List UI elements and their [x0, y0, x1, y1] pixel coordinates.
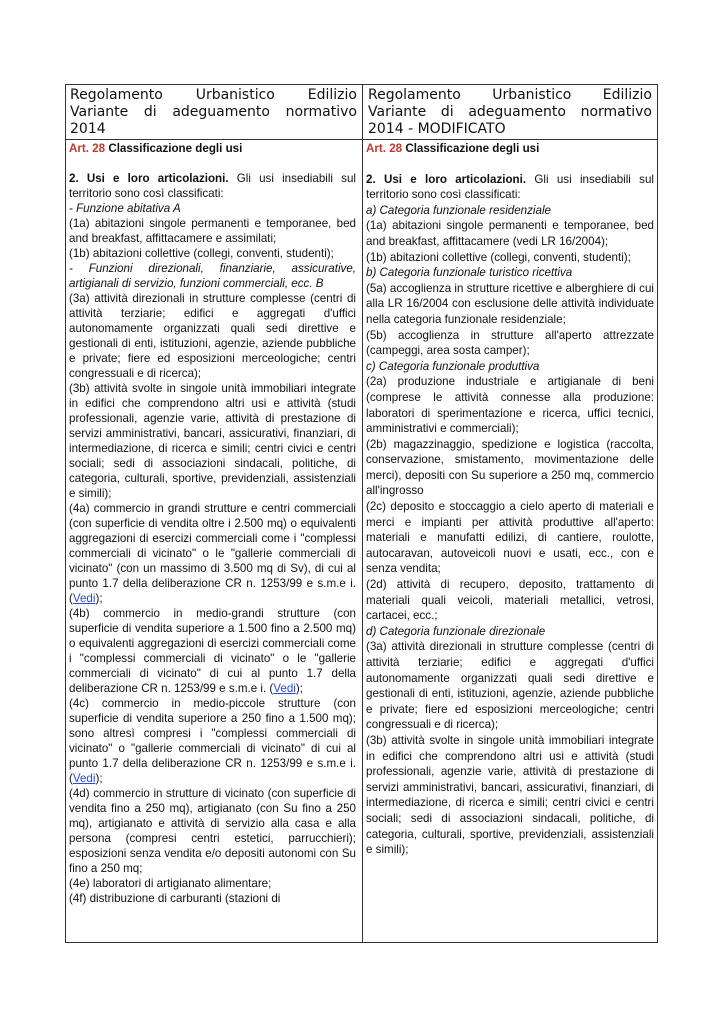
p4c-close: ); [95, 772, 103, 785]
header-word: normativo [580, 104, 652, 120]
header-word: di [143, 104, 157, 120]
left-p3a: (3a) attività direzionali in strutture complesse (centri di attività terziarie; edifici e aggregati d'uffici autonomamente organizzati quali sedi direttive e gestionali di enti, istituzioni, agenzie, aziende pubbliche e private; fiere ed esposizioni merceologiche; centri congressuali e di ricerca); [69, 292, 356, 380]
left-p4e: (4e) laboratori di artigianato alimentare; [69, 877, 272, 890]
right-article-heading [366, 141, 654, 157]
right-column-body [366, 141, 654, 858]
right-p2c: (2c) deposito e stoccaggio a cielo aperto di materiali e merci e impianti per attività produttive all'aperto: materiali e manufatti edilizi, di cantiere, roulotte, autocaravan, autoveicoli nuovi e usati, ecc., con e senza vendita; [366, 500, 654, 576]
header-word: Urbanistico [492, 87, 572, 103]
header-left-cell [70, 87, 357, 138]
header-word: Variante [368, 104, 427, 120]
usi-text: Gli usi insediabili sul territorio sono così classificati: [366, 172, 654, 202]
right-cat-b: b) Categoria funzionale turistico ricettiva [366, 266, 573, 280]
right-p5a: (5a) accoglienza in strutture ricettive e alberghiere di cui alla LR 16/2004 con esclusione delle attività individuate nella categoria funzionale residenziale; [366, 281, 654, 326]
header-right-line2 [368, 104, 652, 121]
left-column-body [69, 141, 356, 906]
header-word: Regolamento [368, 87, 461, 103]
right-cat-d: d) Categoria funzionale direzionale [366, 624, 546, 638]
header-word: Edilizio [602, 87, 652, 103]
left-funzione-b: - Funzioni direzionali, finanziarie, assicurative, artigianali di servizio, funzioni commerciali, ecc. B [69, 262, 356, 290]
right-p2a: (2a) produzione industriale e artigianale di beni (comprese le attività connesse alla produzione: laboratori di sperimentazione e ricerca, uffici tecnici, amministrativi e commerciali); [366, 375, 654, 436]
p4b-close: ); [295, 682, 303, 695]
left-p4a [69, 501, 356, 606]
left-p3b: (3b) attività svolte in singole unità immobiliari integrate in edifici che comprendono altri usi e attività (studi professionali, agenzie varie, attività di prestazione di servizi amministrativi, bancari, assicurativi, finanziari, di intermediazione, di ricerca e simili; centri civici e centri sociali; sedi di associazioni sindacali, politiche, di categoria, culturali, sportive, previdenziali, assistenziali e simili); [69, 382, 356, 500]
header-word: Urbanistico [195, 87, 275, 103]
article-number: Art. 28 [69, 142, 106, 155]
left-funzione-a: - Funzione abitativa A [69, 202, 181, 215]
left-p1b: (1b) abitazioni collettive (collegi, conventi, studenti); [69, 247, 334, 260]
header-word: Regolamento [70, 87, 163, 103]
left-article-heading [69, 141, 356, 156]
left-usi-paragraph [69, 171, 356, 201]
right-p2d: (2d) attività di recupero, deposito, trattamento di materiali quali veicoli, materiali metallici, vetrosi, cartacei, ecc.; [366, 578, 654, 623]
column-divider [362, 85, 363, 942]
right-cat-a: a) Categoria funzionale residenziale [366, 203, 551, 217]
left-p4c [69, 696, 356, 786]
right-p2b: (2b) magazzinaggio, spedizione e logistica (raccolta, conservazione, smistamento, movimentazione delle merci), depositi con Su superiore a 250 mq, commercio all'ingrosso [366, 437, 654, 498]
left-p4d: (4d) commercio in strutture di vicinato (con superficie di vendita fino a 250 mq), artigianato (con Su fino a 250 mq), artigianato e attività di servizio alla casa e alla persona (compresi centri estetici, parrucchieri); esposizioni senza vendita e/o depositi autonomi con Su fino a 250 mq; [69, 787, 356, 875]
header-word: normativo [285, 104, 357, 120]
header-right-line3: 2014 - MODIFICATO [368, 121, 506, 137]
right-p3b: (3b) attività svolte in singole unità immobiliari integrate in edifici che comprendono altri usi e attività (studi professionali, agenzie varie, attività di prestazione di servizi amministrativi, bancari, assicurativi, finanziari, di intermediazione, di ricerca e simili; centri civici e centri sociali; sedi di associazioni sindacali, politiche, di categoria, culturali, sportive, previdenziali, assistenziali e simili); [366, 733, 654, 857]
p4b-text: (4b) commercio in medio-grandi strutture (con superficie di vendita superiore a 1.500 fino a 2.500 mq) o equivalenti aggregazioni di esercizi commerciali come i "complessi commerciali di vicinato" o le "gallerie commerciali di vicinato" di cui al punto 1.7 della deliberazione CR n. 1253/99 e s.m.e i. ( [69, 607, 356, 695]
header-word: Variante [70, 104, 129, 120]
header-right-cell [368, 87, 652, 138]
right-p1a: (1a) abitazioni singole permanenti e temporanee, bed and breakfast, affittacamere (vedi LR 16/2004); [366, 219, 654, 248]
right-p1b: (1b) abitazioni collettive (collegi, conventi, studenti); [366, 250, 631, 264]
comparison-table [65, 84, 658, 943]
article-title: Classificazione degli usi [402, 142, 540, 155]
p4c-text: (4c) commercio in medio-piccole strutture (con superficie di vendita superiore a 250 fino a 1.500 mq); sono altresì compresi i "complessi commerciali di vicinato" o "gallerie commerciali di vicinato" di cui al punto 1.7 della deliberazione CR n. 1253/99 e s.m.e i. ( [69, 697, 356, 785]
header-left-line2 [70, 104, 357, 121]
vedi-link[interactable]: Vedi [72, 772, 96, 785]
header-word: di [440, 104, 454, 120]
header-left-line1 [70, 87, 357, 104]
vedi-link[interactable]: Vedi [273, 682, 296, 695]
p4a-close: ); [95, 592, 103, 605]
left-p1a: (1a) abitazioni singole permanenti e temporanee, bed and breakfast, affittacamere e assimilati; [69, 217, 356, 245]
header-word: adeguamento [468, 104, 566, 120]
left-p4f: (4f) distribuzione di carburanti (stazioni di [69, 892, 281, 905]
usi-title: 2. Usi e loro articolazioni. [69, 172, 229, 185]
header-right-line1 [368, 87, 652, 104]
usi-text: Gli usi insediabili sul territorio sono così classificati: [69, 172, 356, 200]
right-usi-paragraph [366, 172, 654, 203]
p4a-text: (4a) commercio in grandi strutture e centri commerciali (con superficie di vendita oltre i 2.500 mq) o equivalenti aggregazioni di esercizi commerciali come i "complessi commerciali di vicinato" o le "gallerie commerciali di vicinato" (con un massimo di 3.500 mq di Sv), di cui al punto 1.7 della deliberazione CR n. 1253/99 e s.m.e i. ( [69, 502, 356, 605]
article-number: Art. 28 [366, 142, 403, 155]
article-title: Classificazione degli usi [105, 142, 243, 155]
vedi-link[interactable]: Vedi [72, 592, 96, 605]
right-cat-c: c) Categoria funzionale produttiva [366, 359, 540, 373]
usi-title: 2. Usi e loro articolazioni. [366, 172, 527, 186]
right-p3a: (3a) attività direzionali in strutture complesse (centri di attività terziarie; edifici e aggregati d'uffici autonomamente organizzati quali sedi direttive e gestionali di enti, istituzioni, agenzie, aziende pubbliche e private; fiere ed esposizioni merceologiche; centri congressuali e di ricerca); [366, 640, 654, 732]
header-word: adeguamento [172, 104, 270, 120]
header-left-line3: 2014 [70, 121, 106, 137]
right-p5b: (5b) accoglienza in strutture all'aperto attrezzate (campeggi, area sosta camper); [366, 328, 654, 358]
header-word: Edilizio [307, 87, 357, 103]
left-p4b [69, 606, 356, 696]
